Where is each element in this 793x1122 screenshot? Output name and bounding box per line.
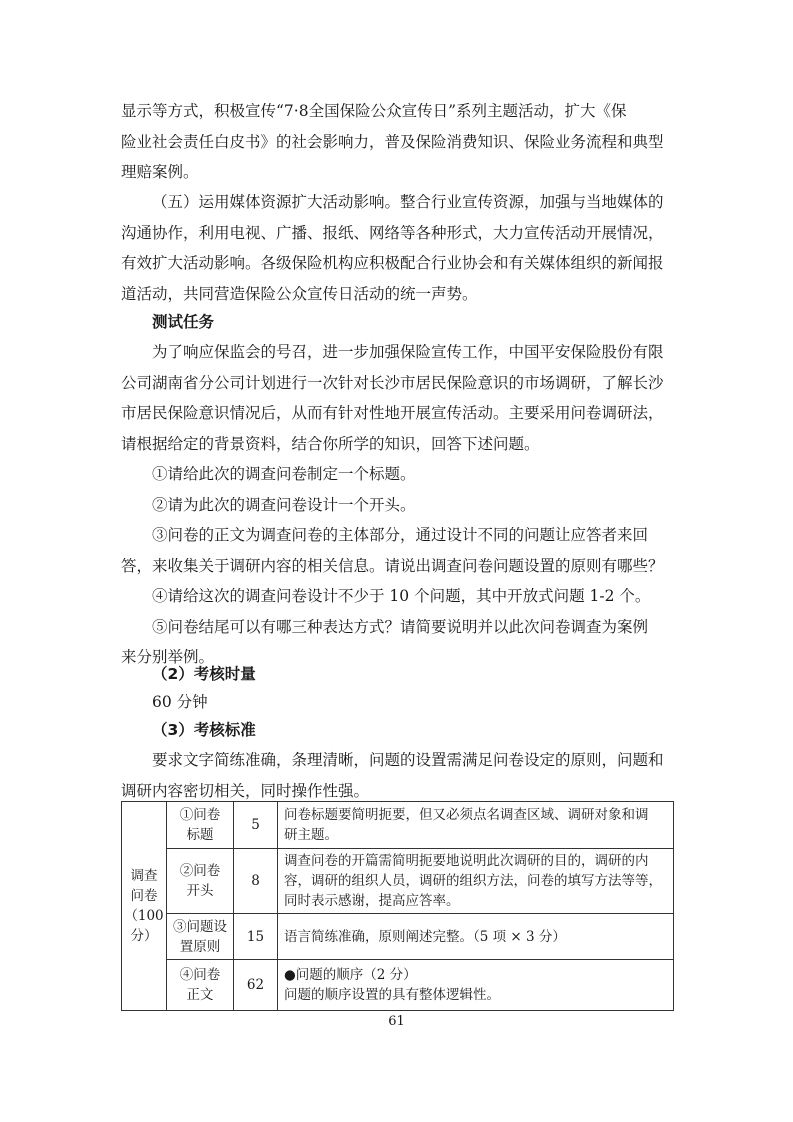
cell-line: ②问卷 [179, 863, 221, 879]
text-line: 公司湖南省分公司计划进行一次针对长沙市居民保险意识的市场调研，了解长沙 [121, 373, 664, 392]
text-line: 调研内容密切相关，同时操作性强。 [121, 781, 370, 800]
task-heading: 测试任务 [152, 313, 215, 331]
question-1: ①请给此次的调查问卷制定一个标题。 [152, 465, 416, 483]
assessment-table [121, 801, 674, 1011]
score-cell: 15 [234, 914, 278, 960]
desc-cell [278, 960, 674, 1011]
desc-cell [278, 914, 674, 960]
cell-line: 标题 [186, 827, 214, 843]
cell-line: ●问题的顺序（2 分） [284, 967, 417, 983]
table-row [122, 802, 674, 849]
intro-paragraph [121, 96, 681, 188]
cell-line: 正文 [186, 987, 214, 1003]
questions-list [121, 459, 681, 673]
question-3: ③问卷的正文为调查问卷的主体部分，通过设计不同的问题让应答者来回 [152, 526, 649, 544]
item-cell [167, 914, 234, 960]
cell-line: 分） [130, 928, 158, 944]
cell-line: （100 [124, 908, 164, 924]
table-row [122, 960, 674, 1011]
cell-line: 调查 [130, 868, 158, 884]
cell-line: 问卷标题要简明扼要，但又必须点名调查区域、调研对象和调 [284, 807, 649, 823]
cell-line: ④问卷 [179, 967, 221, 983]
cell-line: 置原则 [179, 938, 221, 955]
item-cell [167, 960, 234, 1011]
text-line: 要求文字简练准确，条理清晰，问题的设置需满足问卷设定的原则，问题和 [152, 751, 664, 769]
text-line: 请根据给定的背景资料，结合你所学的知识，回答下述问题。 [121, 434, 540, 453]
section-5-paragraph [121, 187, 681, 309]
cell-line: 容，调研的组织人员，调研的组织方法，问卷的填写方法等等， [284, 873, 662, 889]
cell-line: 调查问卷的开篇需简明扼要地说明此次调研的目的，调研的内 [284, 853, 649, 869]
page-number: 61 [388, 1014, 405, 1029]
cell-line: 问卷 [130, 888, 158, 904]
text-line: 险业社会责任白皮书》的社会影响力，普及保险消费知识、保险业务流程和典型 [121, 132, 664, 151]
text-line: 为了响应保监会的号召，进一步加强保险宣传工作，中国平安保险股份有限 [152, 343, 664, 361]
text-line: 沟通协作，利用电视、广播、报纸、网络等各种形式，大力宣传活动开展情况， [121, 223, 664, 242]
time-value [121, 687, 681, 718]
question-4: ④请给这次的调查问卷设计不少于 10 个问题，其中开放式问题 1-2 个。 [152, 587, 651, 605]
time-heading: （2）考核时量 [152, 665, 256, 683]
score-cell: 62 [234, 960, 278, 1011]
table-row [122, 914, 674, 960]
text-line: 60 分钟 [152, 693, 208, 711]
standard-paragraph [121, 745, 681, 806]
cell-line: ③问题设 [173, 918, 227, 935]
text-line: （五）运用媒体资源扩大活动影响。整合行业宣传资源，加强与当地媒体的 [152, 193, 664, 211]
table-row [122, 849, 674, 914]
desc-cell [278, 802, 674, 849]
item-cell [167, 802, 234, 849]
text-line: 理赔案例。 [121, 163, 199, 181]
desc-cell [278, 849, 674, 914]
cell-line: 研主题。 [284, 827, 338, 843]
standard-heading: （3）考核标准 [152, 721, 256, 739]
cell-line: 同时表示感谢，提高应答率。 [284, 893, 460, 909]
question-5-cont: 来分别举例。 [121, 648, 215, 666]
item-cell [167, 849, 234, 914]
question-5: ⑤问卷结尾可以有哪三种表达方式？请简要说明并以此次问卷调查为案例 [152, 617, 649, 636]
score-cell: 5 [234, 802, 278, 849]
text-line: 有效扩大活动影响。各级保险机构应积极配合行业协会和有关媒体组织的新闻报 [121, 254, 664, 272]
question-3-cont: 答，来收集关于调研内容的相关信息。请说出调查问卷问题设置的原则有哪些？ [121, 556, 664, 575]
category-cell [122, 802, 167, 1011]
text-line: 显示等方式，积极宣传“7·8全国保险公众宣传日”系列主题活动，扩大《保 [121, 102, 627, 120]
task-paragraph [121, 337, 681, 459]
cell-line: 开头 [186, 883, 214, 899]
cell-line: 问题的顺序设置的具有整体逻辑性。 [284, 987, 500, 1003]
cell-line: ①问卷 [179, 807, 221, 823]
cell-line: 语言简练准确，原则阐述完整。（5 项 × 3 分） [284, 928, 566, 945]
score-cell: 8 [234, 849, 278, 914]
question-2: ②请为此次的调查问卷设计一个开头。 [152, 495, 416, 514]
text-line: 道活动，共同营造保险公众宣传日活动的统一声势。 [121, 284, 478, 303]
text-line: 市居民保险意识情况后，从而有针对性地开展宣传活动。主要采用问卷调研法， [121, 404, 664, 422]
